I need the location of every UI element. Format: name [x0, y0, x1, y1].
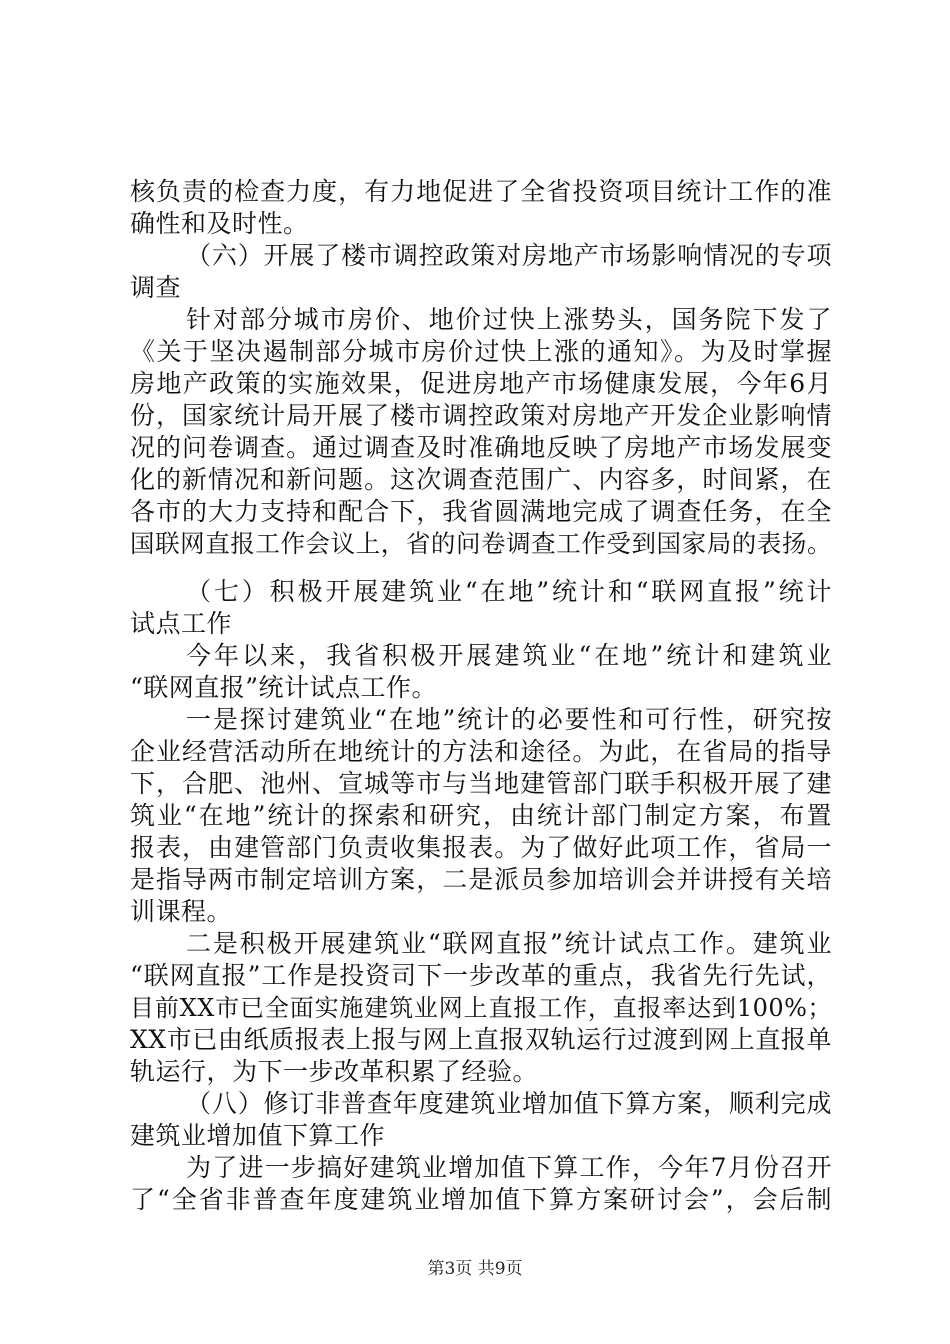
text-line: 企业经营活动所在地统计的方法和途径。为此，在省局的指导 — [130, 737, 832, 766]
text-line: 了“全省非普查年度建筑业增加值下算方案研讨会”，会后制 — [130, 1185, 832, 1214]
text-line: 确性和及时性。 — [130, 209, 309, 238]
text-line: 二是积极开展建筑业“联网直报”统计试点工作。建筑业 — [186, 929, 832, 958]
text-line: “联网直报”统计试点工作。 — [130, 673, 438, 702]
section-heading: （六）开展了楼市调控政策对房地产市场影响情况的专项 — [186, 241, 832, 270]
text-line: 为了进一步搞好建筑业增加值下算工作，今年7月份召开 — [186, 1153, 832, 1182]
text-line: 国联网直报工作会议上，省的问卷调查工作受到国家局的表扬。 — [130, 529, 832, 558]
text-line: 是指导两市制定培训方案，二是派员参加培训会并讲授有关培 — [130, 865, 832, 894]
text-line: 轨运行，为下一步改革积累了经验。 — [130, 1057, 539, 1086]
text-line: 筑业“在地”统计的探索和研究，由统计部门制定方案，布置 — [130, 801, 832, 830]
text-line: 房地产政策的实施效果，促进房地产市场健康发展，今年6月 — [130, 369, 832, 398]
text-line: 训课程。 — [130, 897, 233, 926]
text-line: 针对部分城市房价、地价过快上涨势头，国务院下发了 — [186, 305, 832, 334]
page-footer: 第3页 共9页 — [427, 1259, 523, 1279]
section-heading: （八）修订非普查年度建筑业增加值下算方案，顺利完成 — [186, 1089, 832, 1118]
section-heading: 试点工作 — [130, 609, 233, 638]
section-heading: （七）积极开展建筑业“在地”统计和“联网直报”统计 — [186, 577, 832, 606]
section-heading: 调查 — [130, 273, 182, 302]
text-line: 今年以来，我省积极开展建筑业“在地”统计和建筑业 — [186, 641, 832, 670]
section-heading: 建筑业增加值下算工作 — [130, 1121, 386, 1150]
text-line: 核负责的检查力度，有力地促进了全省投资项目统计工作的准 — [130, 177, 832, 206]
text-line: 化的新情况和新问题。这次调查范围广、内容多，时间紧，在 — [130, 465, 832, 494]
text-line: 份，国家统计局开展了楼市调控政策对房地产开发企业影响情 — [130, 401, 832, 430]
text-line: 下，合肥、池州、宣城等市与当地建管部门联手积极开展了建 — [130, 769, 832, 798]
text-line: 各市的大力支持和配合下，我省圆满地完成了调查任务，在全 — [130, 497, 832, 526]
text-line: 《关于坚决遏制部分城市房价过快上涨的通知》。为及时掌握 — [130, 337, 832, 366]
text-line: 况的问卷调查。通过调查及时准确地反映了房地产市场发展变 — [130, 433, 832, 462]
text-line: “联网直报”工作是投资司下一步改革的重点，我省先行先试， — [130, 961, 832, 990]
text-line: XX市已由纸质报表上报与网上直报双轨运行过渡到网上直报单 — [130, 1025, 832, 1054]
text-line: 目前XX市已全面实施建筑业网上直报工作，直报率达到100%； — [130, 994, 832, 1022]
text-line: 报表，由建管部门负责收集报表。为了做好此项工作，省局一 — [130, 833, 832, 862]
text-line: 一是探讨建筑业“在地”统计的必要性和可行性，研究按 — [186, 705, 832, 734]
